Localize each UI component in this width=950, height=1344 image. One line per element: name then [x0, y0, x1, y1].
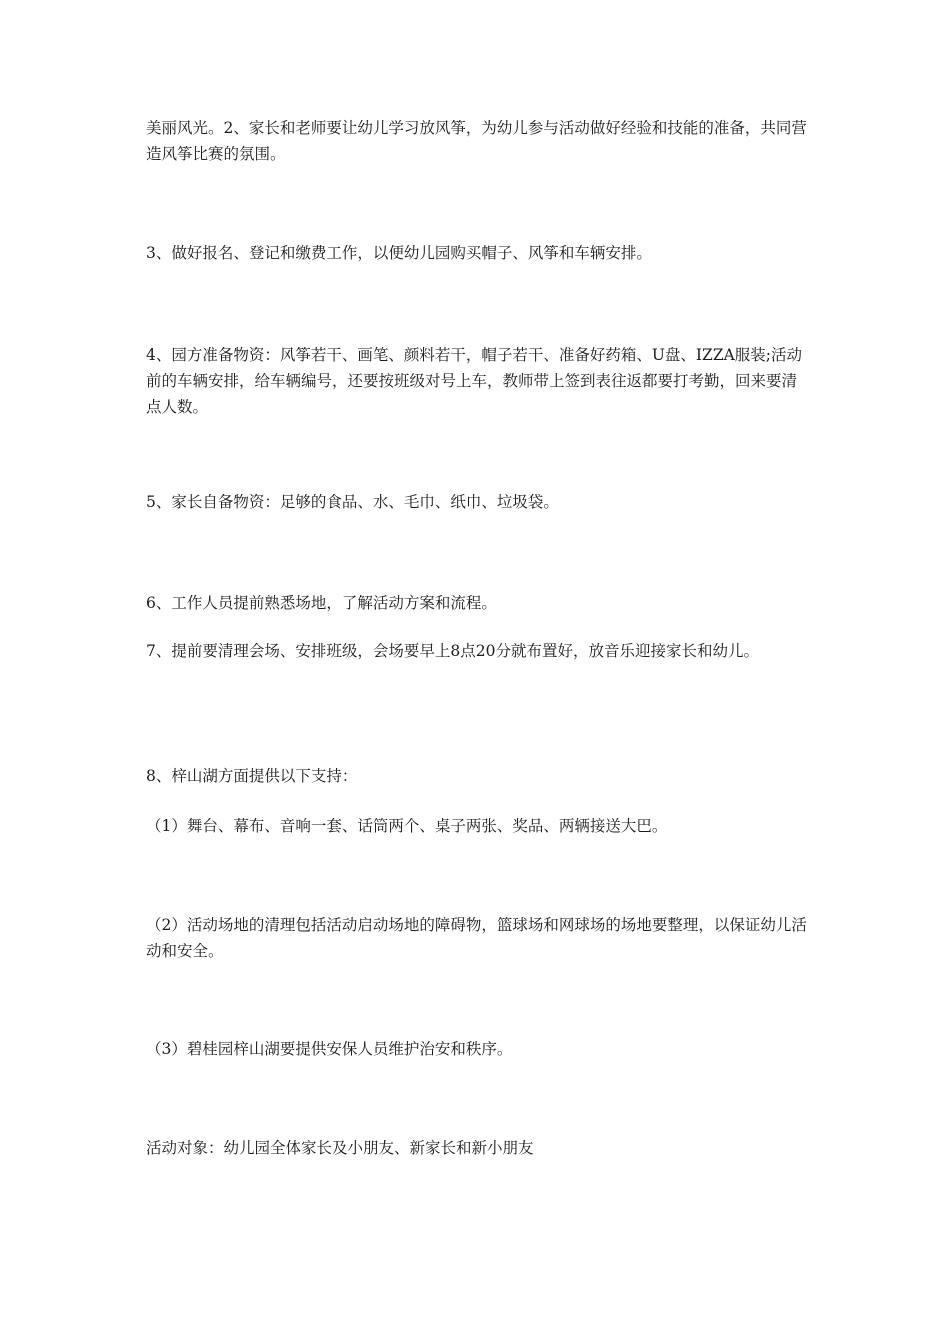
- paragraph-item-8-2: （2）活动场地的清理包括活动启动场地的障碍物，篮球场和网球场的场地要整理，以保证幼儿活动和安全。: [146, 916, 807, 960]
- paragraph-item-8-3: （3）碧桂园梓山湖要提供安保人员维护治安和秩序。: [146, 1040, 513, 1058]
- paragraph-intro-item-2: 美丽风光。2、家长和老师要让幼儿学习放风筝，为幼儿参与活动做好经验和技能的准备，共同营造风筝比赛的氛围。: [146, 119, 807, 163]
- paragraph-item-3: 3、做好报名、登记和缴费工作，以便幼儿园购买帽子、风筝和车辆安排。: [146, 244, 652, 262]
- paragraph-item-5: 5、家长自备物资：足够的食品、水、毛巾、纸巾、垃圾袋。: [146, 493, 559, 511]
- paragraph-item-8: 8、梓山湖方面提供以下支持：: [146, 767, 358, 785]
- paragraph-item-8-1: （1）舞台、幕布、音响一套、话筒两个、桌子两张、奖品、两辆接送大巴。: [146, 817, 668, 835]
- paragraph-item-6: 6、工作人员提前熟悉场地，了解活动方案和流程。: [146, 594, 497, 612]
- paragraph-item-7: 7、提前要清理会场、安排班级，会场要早上8点20分就布置好，放音乐迎接家长和幼儿。: [146, 642, 759, 660]
- paragraph-item-4: 4、园方准备物资：风筝若干、画笔、颜料若干，帽子若干、准备好药箱、U盘、IZZA服装;活动前的车辆安排，给车辆编号，还要按班级对号上车，教师带上签到表往返都要打考勤，回来要清点人数。: [146, 346, 803, 416]
- paragraph-activity-target: 活动对象：幼儿园全体家长及小朋友、新家长和新小朋友: [146, 1139, 534, 1157]
